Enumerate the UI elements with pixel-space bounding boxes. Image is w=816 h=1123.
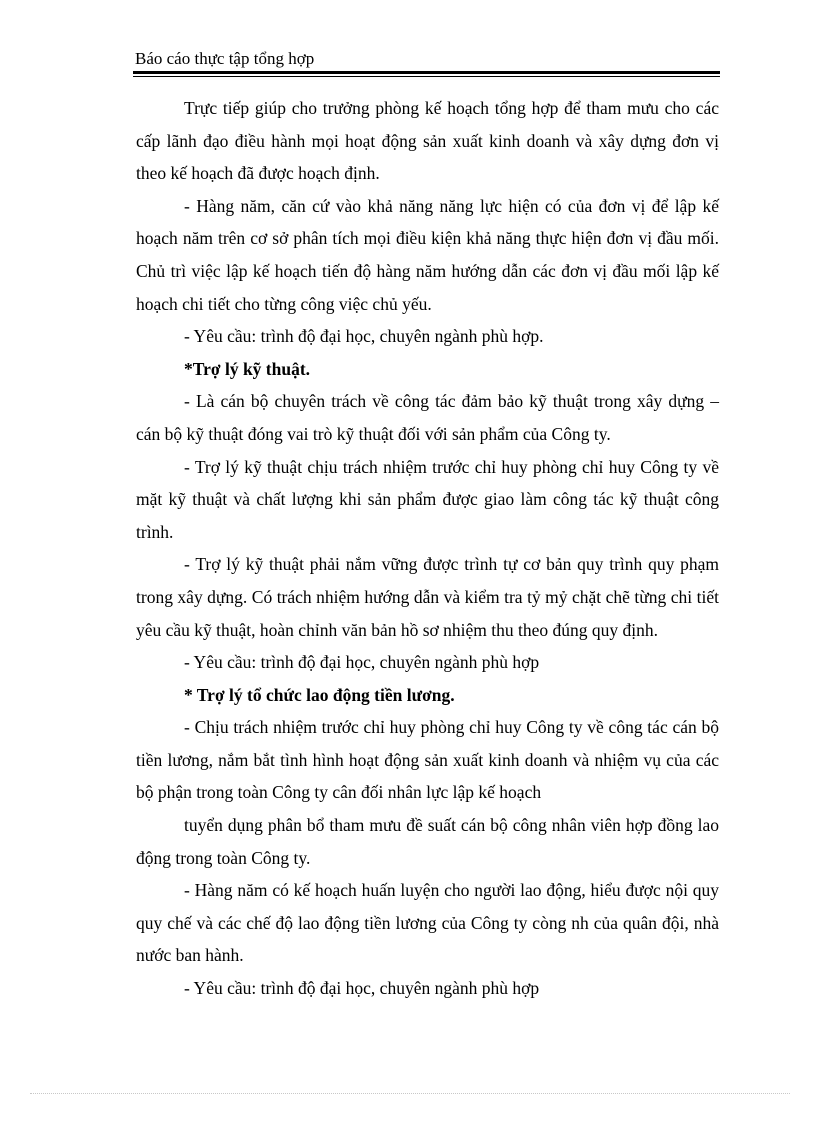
paragraph: - Yêu cầu: trình độ đại học, chuyên ngành phù hợp. <box>184 326 544 347</box>
section-heading-text: *Trợ lý kỹ thuật. <box>184 358 311 379</box>
paragraph: Trực tiếp giúp cho trưởng phòng kế hoạch tổng hợp để tham mưu cho các cấp lãnh đạo điều hành mọi hoạt động sản xuất kinh doanh và xây dựng đơn vị theo kế hoạch đã được hoạch định. <box>136 98 719 184</box>
paragraph: - Hàng năm, căn cứ vào khả năng năng lực hiện có của đơn vị để lập kế hoạch năm trên cơ sở phân tích mọi điều kiện khả năng thực hiện đơn vị đầu mối. Chủ trì việc lập kế hoạch tiến độ hàng năm hướng dẫn các đơn vị đầu mối lập kế hoạch chi tiết cho từng công việc chủ yếu. <box>136 195 719 314</box>
section-heading <box>136 679 719 712</box>
section-heading <box>136 353 719 386</box>
paragraph: - Yêu cầu: trình độ đại học, chuyên ngành phù hợp <box>184 978 540 999</box>
paragraph: - Là cán bộ chuyên trách về công tác đảm bảo kỹ thuật trong xây dựng – cán bộ kỹ thuật đóng vai trò kỹ thuật đối với sản phẩm của Công ty. <box>136 391 719 444</box>
paragraph: - Trợ lý kỹ thuật phải nắm vững được trình tự cơ bản quy trình quy phạm trong xây dựng. Có trách nhiệm hướng dẫn và kiểm tra tỷ mỷ chặt chẽ từng chi tiết yêu cầu kỹ thuật, hoàn chỉnh văn bản hồ sơ nhiệm thu theo đúng quy định. <box>136 554 719 640</box>
header-rule-thick <box>133 71 720 74</box>
page-bottom-divider <box>30 1093 790 1094</box>
paragraph: - Trợ lý kỹ thuật chịu trách nhiệm trước chỉ huy phòng chỉ huy Công ty về mặt kỹ thuật và chất lượng khi sản phẩm được giao làm công tác kỹ thuật công trình. <box>136 456 719 542</box>
page-header-title: Báo cáo thực tập tổng hợp <box>135 49 315 68</box>
section-heading-text: * Trợ lý tổ chức lao động tiền lương. <box>184 684 455 705</box>
paragraph: - Yêu cầu: trình độ đại học, chuyên ngành phù hợp <box>184 652 540 673</box>
document-body <box>136 92 719 1005</box>
header-rule-thin <box>133 76 720 77</box>
paragraph: tuyển dụng phân bổ tham mưu đề suất cán bộ công nhân viên hợp đồng lao động trong toàn Công ty. <box>136 815 719 868</box>
paragraph: - Chịu trách nhiệm trước chỉ huy phòng chỉ huy Công ty về công tác cán bộ tiền lương, nắm bắt tình hình hoạt động sản xuất kinh doanh và nhiệm vụ của các bộ phận trong toàn Công ty cân đối nhân lực lập kế hoạch <box>136 717 719 803</box>
paragraph: - Hàng năm có kế hoạch huấn luyện cho người lao động, hiểu được nội quy quy chế và các chế độ lao động tiền lương của Công ty còng nh của quân đội, nhà nước ban hành. <box>136 880 719 966</box>
